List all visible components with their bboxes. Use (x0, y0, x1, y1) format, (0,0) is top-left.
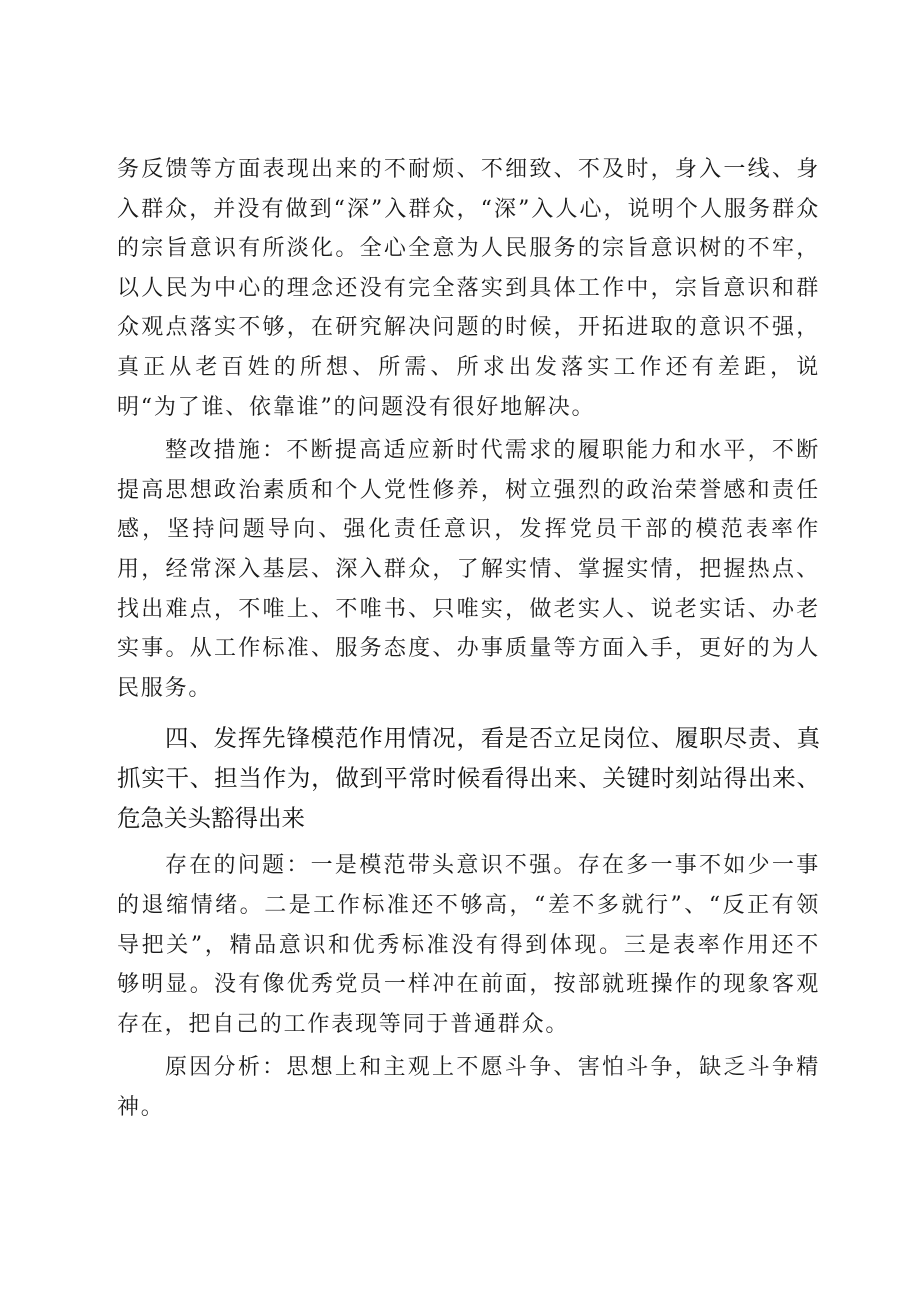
paragraph-service-awareness: 务反馈等方面表现出来的不耐烦、不细致、不及时，身入一线、身入群众，并没有做到“深”入群众，“深”入人心，说明个人服务群众的宗旨意识有所淡化。全心全意为人民服务的宗旨意识树的不牢，以人民为中心的理念还没有完全落实到具体工作中，宗旨意识和群众观点落实不够，在研究解决问题的时候，开拓进取的意识不强，真正从老百姓的所想、所需、所求出发落实工作还有差距，说明“为了谁、依靠谁”的问题没有很好地解决。 (117, 157, 820, 420)
paragraph-rectification-measures: 整改措施：不断提高适应新时代需求的履职能力和水平，不断提高思想政治素质和个人党性修养，树立强烈的政治荣誉感和责任感，坚持问题导向、强化责任意识，发挥党员干部的模范表率作用，经常深入基层、深入群众，了解实情、掌握实情，把握热点、找出难点，不唯上、不唯书、只唯实，做老实人、说老实话、办老实事。从工作标准、服务态度、办事质量等方面入手，更好的为人民服务。 (117, 438, 820, 701)
paragraph-existing-problems: 存在的问题：一是模范带头意识不强。存在多一事不如少一事的退缩情绪。二是工作标准还不够高，“差不多就行”、“反正有领导把关”，精品意识和优秀标准没有得到体现。三是表率作用还不够明显。没有像优秀党员一样冲在前面，按部就班操作的现象客观存在，把自己的工作表现等同于普通群众。 (117, 853, 820, 1037)
document-body (117, 150, 820, 1127)
section-heading-4: 四、发挥先锋模范作用情况，看是否立足岗位、履职尽责、真抓实干、担当作为，做到平常时候看得出来、关键时刻站得出来、危急关头豁得出来 (117, 724, 820, 833)
paragraph-cause-analysis: 原因分析：思想上和主观上不愿斗争、害怕斗争，缺乏斗争精神。 (117, 1055, 820, 1120)
